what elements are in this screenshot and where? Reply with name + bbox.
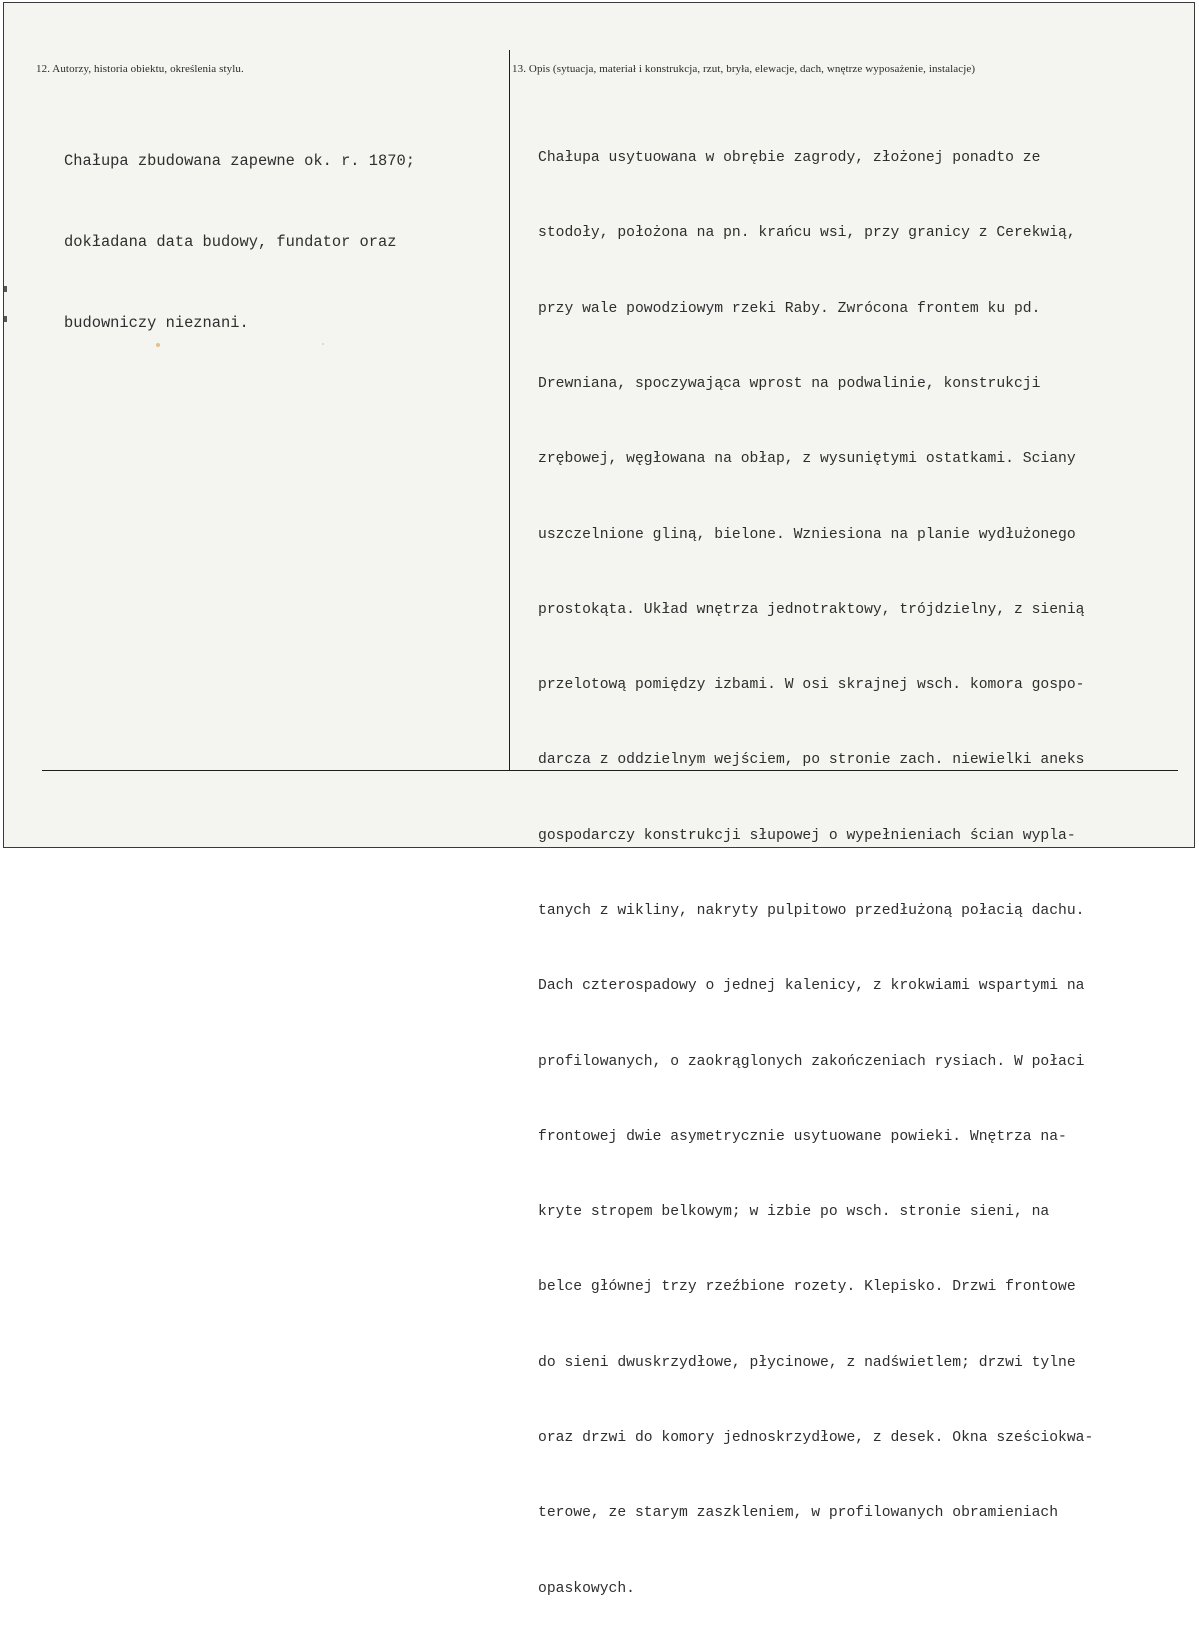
typed-line: przy wale powodziowym rzeki Raby. Zwrócona frontem ku pd. (538, 300, 1041, 317)
typed-line: frontowej dwie asymetrycznie usytuowane powieki. Wnętrza na- (538, 1128, 1067, 1145)
section-12-caption: 12. Autorzy, historia obiektu, określenia stylu. (36, 63, 244, 75)
typed-line: budowniczy nieznani. (64, 314, 249, 332)
typed-line: dokładana data budowy, fundator oraz (64, 233, 397, 251)
typed-line: Drewniana, spoczywająca wprost na podwalinie, konstrukcji (538, 376, 1041, 393)
section-13-caption: 13. Opis (sytuacja, materiał i konstrukcja, rzut, bryła, elewacje, dach, wnętrze wyposażenie, instalacje) (512, 63, 976, 75)
typed-line: darcza z oddzielnym wejściem, po stronie zach. niewielki aneks (538, 752, 1085, 769)
typed-line: belce głównej trzy rzeźbione rozety. Klepisko. Drzwi frontowe (538, 1279, 1076, 1296)
typed-line: Dach czterospadowy o jednej kalenicy, z krokwiami wspartymi na (538, 978, 1085, 995)
section-12-text (64, 94, 415, 391)
typed-line: terowe, ze starym zaszkleniem, w profilowanych obramieniach (538, 1505, 1059, 1522)
edge-mark (4, 286, 7, 292)
typed-line: zrębowej, węgłowana na obłap, z wysuniętymi ostatkami. Sciany (538, 451, 1076, 468)
paper-speck (156, 343, 160, 347)
edge-mark (4, 316, 7, 322)
paper-speck (322, 343, 324, 345)
typed-line: oraz drzwi do komory jednoskrzydłowe, z desek. Okna sześciokwa- (538, 1429, 1094, 1446)
typed-line: uszczelnione gliną, bielone. Wzniesiona na planie wydłużonego (538, 526, 1076, 543)
typed-line: stodoły, położona na pn. krańcu wsi, przy granicy z Cerekwią, (538, 225, 1076, 242)
typed-line: kryte stropem belkowym; w izbie po wsch. stronie sieni, na (538, 1204, 1050, 1221)
document-sheet (3, 2, 1195, 1597)
typed-line: tanych z wikliny, nakryty pulpitowo przedłużoną połacią dachu. (538, 903, 1085, 919)
typed-line: gospodarczy konstrukcji słupowej o wypełnieniach ścian wypla- (538, 827, 1076, 844)
typed-line: profilowanych, o zaokrąglonych zakończeniach rysiach. W połaci (538, 1053, 1085, 1070)
typed-line: prostokąta. Układ wnętrza jednotraktowy, trójdzielny, z sienią (538, 601, 1085, 618)
typed-line: przelotową pomiędzy izbami. W osi skrajnej wsch. komora gospo- (538, 677, 1085, 694)
column-divider (509, 50, 510, 770)
typed-line: Chałupa usytuowana w obrębie zagrody, złożonej ponadto ze (538, 150, 1041, 167)
typed-line: do sieni dwuskrzydłowe, płycinowe, z nadświetlem; drzwi tylne (538, 1354, 1076, 1371)
typed-line: Chałupa zbudowana zapewne ok. r. 1870; (64, 152, 415, 170)
section-13-text (538, 96, 1093, 1652)
typed-line: opaskowych. (538, 1580, 635, 1597)
